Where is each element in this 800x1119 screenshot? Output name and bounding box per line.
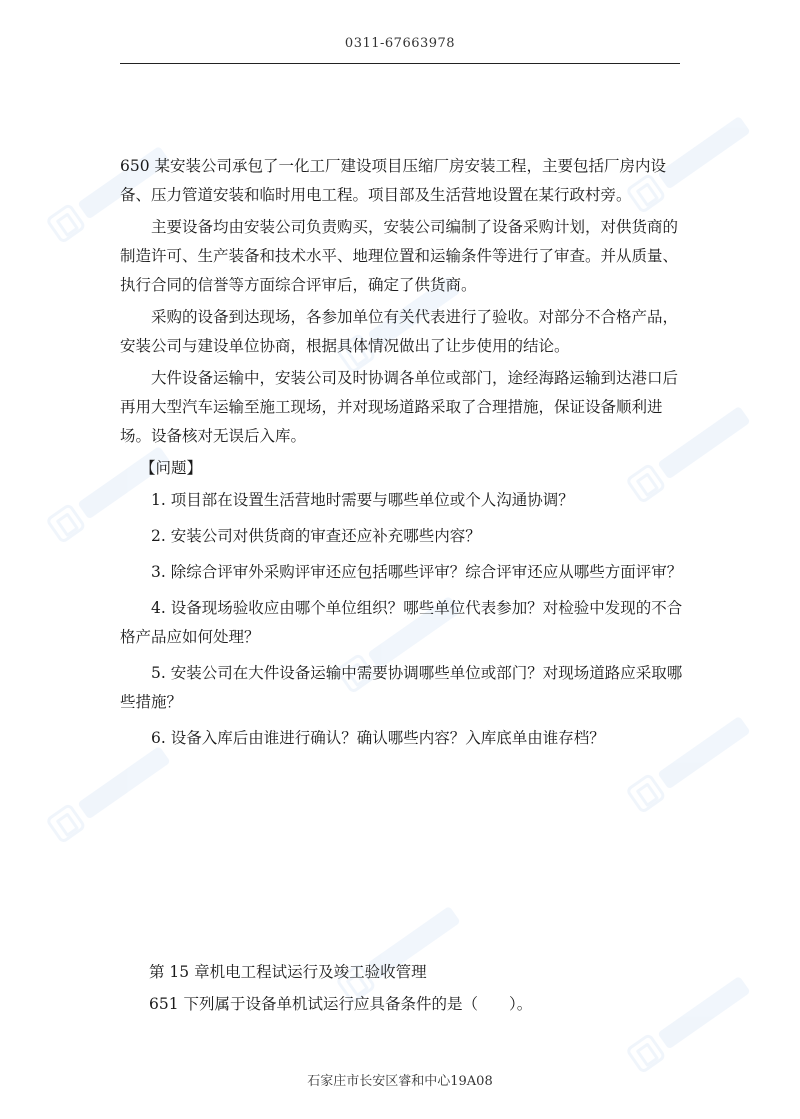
case-paragraph: 采购的设备到达现场，各参加单位有关代表进行了验收。对部分不合格产品，安装公司与建设单位协商，根据具体情况做出了让步使用的结论。 xyxy=(120,308,679,355)
header-divider xyxy=(120,63,680,64)
next-question: 651 下列属于设备单机试运行应具备条件的是（ ）。 xyxy=(149,995,533,1013)
question-item: 3. 除综合评审外采购评审还应包括哪些评审？综合评审还应从哪些方面评审？ xyxy=(151,563,683,581)
question-item: 4. 设备现场验收应由哪个单位组织？哪些单位代表参加？对检验中发现的不合格产品应如何处理？ xyxy=(120,599,683,646)
question-heading: 【问题】 xyxy=(140,459,203,477)
chapter-title: 第 15 章机电工程试运行及竣工验收管理 xyxy=(149,963,427,981)
case-paragraph: 大件设备运输中，安装公司及时协调各单位或部门，途经海路运输到达港口后再用大型汽车运输至施工现场，并对现场道路采取了合理措施，保证设备顺利进场。设备核对无误后入库。 xyxy=(120,369,679,445)
question-item: 1. 项目部在设置生活营地时需要与哪些单位或个人沟通协调？ xyxy=(151,491,574,509)
next-section xyxy=(120,958,690,1022)
question-item: 5. 安装公司在大件设备运输中需要协调哪些单位或部门？对现场道路应采取哪些措施？ xyxy=(120,664,683,711)
question-item: 2. 安装公司对供货商的审查还应补充哪些内容？ xyxy=(151,527,481,545)
question-item: 6. 设备入库后由谁进行确认？确认哪些内容？入库底单由谁存档？ xyxy=(151,729,605,747)
header-phone: 0311-67663978 xyxy=(344,36,456,51)
question-body xyxy=(120,152,690,760)
case-paragraph: 主要设备均由安装公司负责购买，安装公司编制了设备采购计划，对供货商的制造许可、生产装备和技术水平、地理位置和运输条件等进行了审查。并从质量、执行合同的信誉等方面综合评审后，确定了供货商。 xyxy=(120,218,679,294)
case-paragraph: 650 某安装公司承包了一化工厂建设项目压缩厂房安装工程，主要包括厂房内设备、压力管道安装和临时用电工程。项目部及生活营地设置在某行政村旁。 xyxy=(120,157,667,204)
footer-address: 石家庄市长安区睿和中心19A08 xyxy=(307,1074,493,1089)
